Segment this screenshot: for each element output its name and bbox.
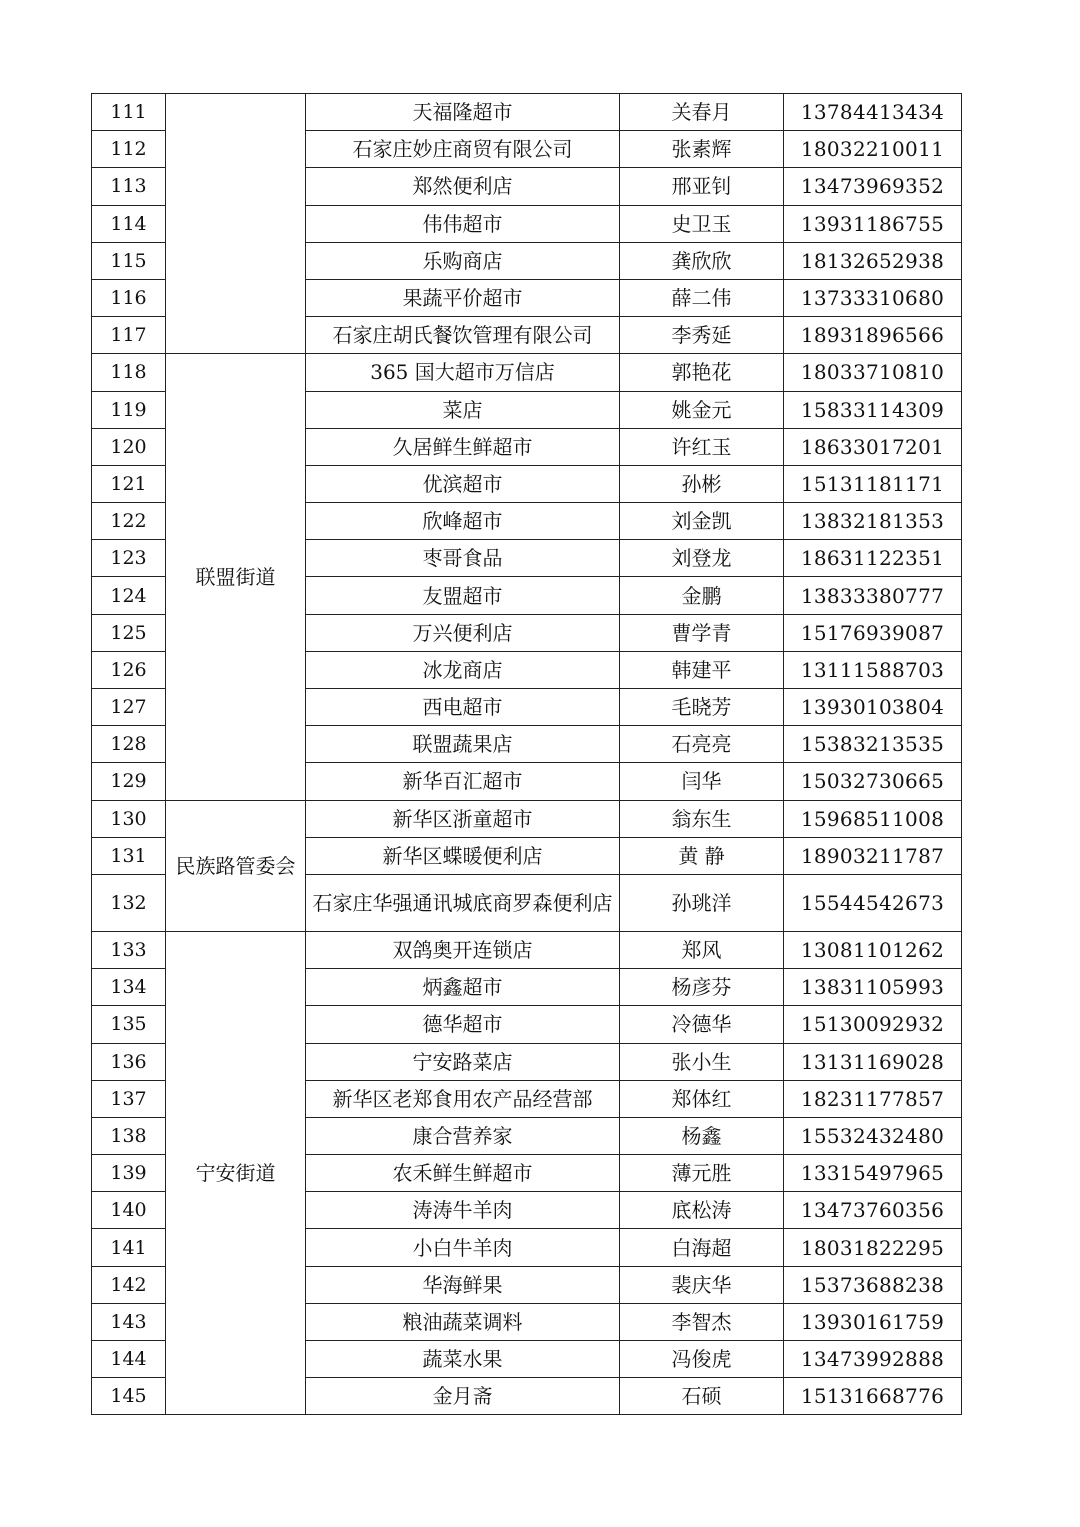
contact-person: 冯俊虎 bbox=[620, 1341, 784, 1378]
phone-number: 15833114309 bbox=[784, 391, 962, 428]
store-name: 久居鲜生鲜超市 bbox=[306, 428, 620, 465]
phone-number: 18931896566 bbox=[784, 317, 962, 354]
store-name: 农禾鲜生鲜超市 bbox=[306, 1155, 620, 1192]
contact-person: 金鹏 bbox=[620, 577, 784, 614]
row-number: 132 bbox=[92, 874, 166, 931]
contact-person: 史卫玉 bbox=[620, 205, 784, 242]
row-number: 115 bbox=[92, 242, 166, 279]
store-name: 果蔬平价超市 bbox=[306, 279, 620, 316]
contact-person: 郭艳花 bbox=[620, 354, 784, 391]
row-number: 125 bbox=[92, 614, 166, 651]
store-name: 康合营养家 bbox=[306, 1117, 620, 1154]
table-row bbox=[92, 354, 962, 391]
row-number: 137 bbox=[92, 1080, 166, 1117]
row-number: 138 bbox=[92, 1117, 166, 1154]
row-number: 119 bbox=[92, 391, 166, 428]
store-name: 新华区老郑食用农产品经营部 bbox=[306, 1080, 620, 1117]
row-number: 126 bbox=[92, 651, 166, 688]
store-name: 金月斋 bbox=[306, 1378, 620, 1415]
phone-number: 15131668776 bbox=[784, 1378, 962, 1415]
store-name: 双鸽奥开连锁店 bbox=[306, 931, 620, 968]
phone-number: 15532432480 bbox=[784, 1117, 962, 1154]
table-row bbox=[92, 94, 962, 131]
row-number: 130 bbox=[92, 800, 166, 837]
store-name: 华海鲜果 bbox=[306, 1266, 620, 1303]
row-number: 131 bbox=[92, 837, 166, 874]
contact-person: 张素辉 bbox=[620, 131, 784, 168]
contact-person: 白海超 bbox=[620, 1229, 784, 1266]
contact-person: 孙珧洋 bbox=[620, 874, 784, 931]
street-cell bbox=[166, 94, 306, 354]
contact-person: 刘登龙 bbox=[620, 540, 784, 577]
store-name: 德华超市 bbox=[306, 1006, 620, 1043]
store-name: 石家庄妙庄商贸有限公司 bbox=[306, 131, 620, 168]
contact-person: 张小生 bbox=[620, 1043, 784, 1080]
store-contact-table bbox=[91, 93, 962, 1415]
store-name: 石家庄华强通讯城底商罗森便利店 bbox=[306, 874, 620, 931]
row-number: 134 bbox=[92, 969, 166, 1006]
row-number: 139 bbox=[92, 1155, 166, 1192]
row-number: 129 bbox=[92, 763, 166, 800]
phone-number: 13111588703 bbox=[784, 651, 962, 688]
contact-person: 黄 静 bbox=[620, 837, 784, 874]
phone-number: 13832181353 bbox=[784, 503, 962, 540]
store-name: 石家庄胡氏餐饮管理有限公司 bbox=[306, 317, 620, 354]
phone-number: 18231177857 bbox=[784, 1080, 962, 1117]
store-name: 炳鑫超市 bbox=[306, 969, 620, 1006]
street-cell: 民族路管委会 bbox=[166, 800, 306, 931]
row-number: 117 bbox=[92, 317, 166, 354]
store-name: 冰龙商店 bbox=[306, 651, 620, 688]
store-name: 欣峰超市 bbox=[306, 503, 620, 540]
contact-person: 关春月 bbox=[620, 94, 784, 131]
contact-person: 翁东生 bbox=[620, 800, 784, 837]
row-number: 133 bbox=[92, 931, 166, 968]
store-name: 小白牛羊肉 bbox=[306, 1229, 620, 1266]
contact-person: 闫华 bbox=[620, 763, 784, 800]
table-row bbox=[92, 931, 962, 968]
phone-number: 15032730665 bbox=[784, 763, 962, 800]
row-number: 114 bbox=[92, 205, 166, 242]
store-name: 粮油蔬菜调料 bbox=[306, 1303, 620, 1340]
row-number: 128 bbox=[92, 726, 166, 763]
row-number: 116 bbox=[92, 279, 166, 316]
phone-number: 13473760356 bbox=[784, 1192, 962, 1229]
phone-number: 13784413434 bbox=[784, 94, 962, 131]
row-number: 145 bbox=[92, 1378, 166, 1415]
contact-person: 龚欣欣 bbox=[620, 242, 784, 279]
row-number: 144 bbox=[92, 1341, 166, 1378]
phone-number: 13473969352 bbox=[784, 168, 962, 205]
phone-number: 18033710810 bbox=[784, 354, 962, 391]
row-number: 136 bbox=[92, 1043, 166, 1080]
contact-person: 石亮亮 bbox=[620, 726, 784, 763]
phone-number: 13131169028 bbox=[784, 1043, 962, 1080]
phone-number: 18631122351 bbox=[784, 540, 962, 577]
row-number: 141 bbox=[92, 1229, 166, 1266]
phone-number: 13081101262 bbox=[784, 931, 962, 968]
phone-number: 13831105993 bbox=[784, 969, 962, 1006]
contact-person: 刘金凯 bbox=[620, 503, 784, 540]
row-number: 120 bbox=[92, 428, 166, 465]
contact-person: 薛二伟 bbox=[620, 279, 784, 316]
store-name: 郑然便利店 bbox=[306, 168, 620, 205]
phone-number: 15373688238 bbox=[784, 1266, 962, 1303]
contact-person: 薄元胜 bbox=[620, 1155, 784, 1192]
contact-person: 孙彬 bbox=[620, 465, 784, 502]
contact-person: 曹学青 bbox=[620, 614, 784, 651]
store-name: 新华区蝶暖便利店 bbox=[306, 837, 620, 874]
store-name: 万兴便利店 bbox=[306, 614, 620, 651]
phone-number: 13930103804 bbox=[784, 689, 962, 726]
table-body bbox=[92, 94, 962, 1415]
contact-person: 郑风 bbox=[620, 931, 784, 968]
store-name: 蔬菜水果 bbox=[306, 1341, 620, 1378]
store-name: 乐购商店 bbox=[306, 242, 620, 279]
store-name: 菜店 bbox=[306, 391, 620, 428]
phone-number: 18633017201 bbox=[784, 428, 962, 465]
store-name: 新华百汇超市 bbox=[306, 763, 620, 800]
store-name: 联盟蔬果店 bbox=[306, 726, 620, 763]
store-name: 新华区浙童超市 bbox=[306, 800, 620, 837]
store-name: 涛涛牛羊肉 bbox=[306, 1192, 620, 1229]
phone-number: 15544542673 bbox=[784, 874, 962, 931]
row-number: 143 bbox=[92, 1303, 166, 1340]
row-number: 122 bbox=[92, 503, 166, 540]
table-row bbox=[92, 800, 962, 837]
street-cell: 联盟街道 bbox=[166, 354, 306, 800]
phone-number: 15383213535 bbox=[784, 726, 962, 763]
store-name: 天福隆超市 bbox=[306, 94, 620, 131]
row-number: 113 bbox=[92, 168, 166, 205]
store-name: 友盟超市 bbox=[306, 577, 620, 614]
phone-number: 13473992888 bbox=[784, 1341, 962, 1378]
row-number: 142 bbox=[92, 1266, 166, 1303]
phone-number: 15968511008 bbox=[784, 800, 962, 837]
contact-person: 姚金元 bbox=[620, 391, 784, 428]
row-number: 111 bbox=[92, 94, 166, 131]
contact-person: 郑体红 bbox=[620, 1080, 784, 1117]
phone-number: 15176939087 bbox=[784, 614, 962, 651]
phone-number: 13931186755 bbox=[784, 205, 962, 242]
contact-person: 底松涛 bbox=[620, 1192, 784, 1229]
row-number: 118 bbox=[92, 354, 166, 391]
phone-number: 18132652938 bbox=[784, 242, 962, 279]
contact-person: 石硕 bbox=[620, 1378, 784, 1415]
store-name: 宁安路菜店 bbox=[306, 1043, 620, 1080]
phone-number: 13930161759 bbox=[784, 1303, 962, 1340]
street-cell: 宁安街道 bbox=[166, 931, 306, 1414]
phone-number: 15131181171 bbox=[784, 465, 962, 502]
store-name: 西电超市 bbox=[306, 689, 620, 726]
phone-number: 18903211787 bbox=[784, 837, 962, 874]
row-number: 124 bbox=[92, 577, 166, 614]
contact-person: 许红玉 bbox=[620, 428, 784, 465]
contact-person: 冷德华 bbox=[620, 1006, 784, 1043]
contact-person: 杨鑫 bbox=[620, 1117, 784, 1154]
phone-number: 18031822295 bbox=[784, 1229, 962, 1266]
row-number: 127 bbox=[92, 689, 166, 726]
row-number: 123 bbox=[92, 540, 166, 577]
contact-person: 邢亚钊 bbox=[620, 168, 784, 205]
store-name: 优滨超市 bbox=[306, 465, 620, 502]
phone-number: 18032210011 bbox=[784, 131, 962, 168]
row-number: 121 bbox=[92, 465, 166, 502]
phone-number: 15130092932 bbox=[784, 1006, 962, 1043]
row-number: 112 bbox=[92, 131, 166, 168]
store-name: 伟伟超市 bbox=[306, 205, 620, 242]
contact-person: 毛晓芳 bbox=[620, 689, 784, 726]
contact-person: 裴庆华 bbox=[620, 1266, 784, 1303]
contact-person: 杨彦芬 bbox=[620, 969, 784, 1006]
contact-person: 韩建平 bbox=[620, 651, 784, 688]
store-name: 枣哥食品 bbox=[306, 540, 620, 577]
store-name: 365 国大超市万信店 bbox=[306, 354, 620, 391]
phone-number: 13833380777 bbox=[784, 577, 962, 614]
row-number: 135 bbox=[92, 1006, 166, 1043]
contact-person: 李智杰 bbox=[620, 1303, 784, 1340]
phone-number: 13733310680 bbox=[784, 279, 962, 316]
contact-person: 李秀延 bbox=[620, 317, 784, 354]
row-number: 140 bbox=[92, 1192, 166, 1229]
phone-number: 13315497965 bbox=[784, 1155, 962, 1192]
